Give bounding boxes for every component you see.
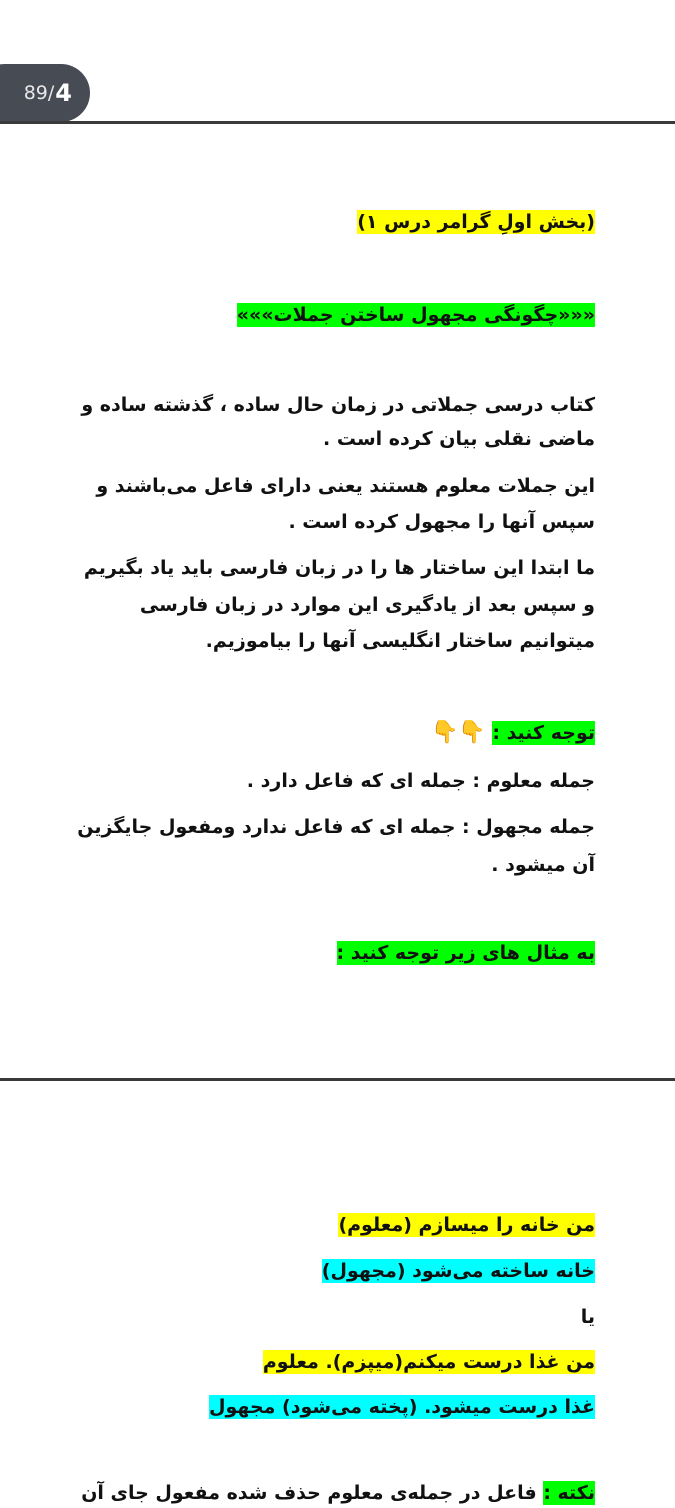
paragraph-3-line-1: ما ابتدا این ساختار ها را در زبان فارسی باید یاد بگیریم — [83, 557, 595, 579]
lesson-subheading: «««چگونگی مجهول ساختن جملات»»» — [236, 304, 595, 326]
page-current: 4 — [55, 79, 72, 107]
paragraph-3-line-3: میتوانیم ساختار انگلیسی آنها را بیاموزیم. — [205, 630, 595, 652]
example-1-active: من خانه را میسازم (معلوم) — [338, 1214, 595, 1236]
page-total: 89 — [23, 82, 48, 104]
lesson-heading: (بخش اولِ گرامر درس ۱) — [357, 211, 595, 233]
page-counter-badge — [0, 64, 90, 122]
note-line — [81, 1478, 595, 1508]
attention-label: توجه کنید : — [492, 722, 595, 744]
example-2-passive: غذا درست میشود. (پخته می‌شود) مجهول — [209, 1396, 595, 1418]
definition-passive-line-2: آن میشود . — [491, 854, 595, 876]
definition-active: جمله معلوم : جمله ای که فاعل دارد . — [246, 770, 595, 792]
example-1-passive: خانه ساخته می‌شود (مجهول) — [321, 1260, 595, 1282]
definition-passive-line-1: جمله مجهول : جمله ای که فاعل ندارد ومفعول جایگزین — [77, 816, 595, 838]
page-divider-middle — [0, 1078, 675, 1081]
paragraph-3-line-2: و سپس بعد از یادگیری این موارد در زبان فارسی — [139, 594, 595, 616]
page-divider-top — [0, 121, 675, 124]
pointing-down-icon: 👇👇 — [430, 720, 486, 745]
or-separator: یا — [580, 1306, 595, 1328]
examples-intro: به مثال های زیر توجه کنید : — [336, 942, 595, 964]
attention-line — [431, 718, 595, 748]
note-text: فاعل در جمله‌ی معلوم حذف شده مفعول جای آن — [81, 1482, 537, 1504]
example-2-active: من غذا درست میکنم(میپزم). معلوم — [262, 1351, 595, 1373]
paragraph-2-line-2: سپس آنها را مجهول کرده است . — [288, 511, 595, 533]
page-separator: / — [47, 82, 55, 104]
paragraph-2-line-1: این جملات معلوم هستند یعنی دارای فاعل می‌باشند و — [96, 475, 595, 497]
paragraph-1-line-1: کتاب درسی جملاتی در زمان حال ساده ، گذشته ساده و — [81, 394, 595, 416]
paragraph-1-line-2: ماضی نقلی بیان کرده است . — [323, 428, 595, 450]
note-label: نکته : — [543, 1482, 595, 1504]
